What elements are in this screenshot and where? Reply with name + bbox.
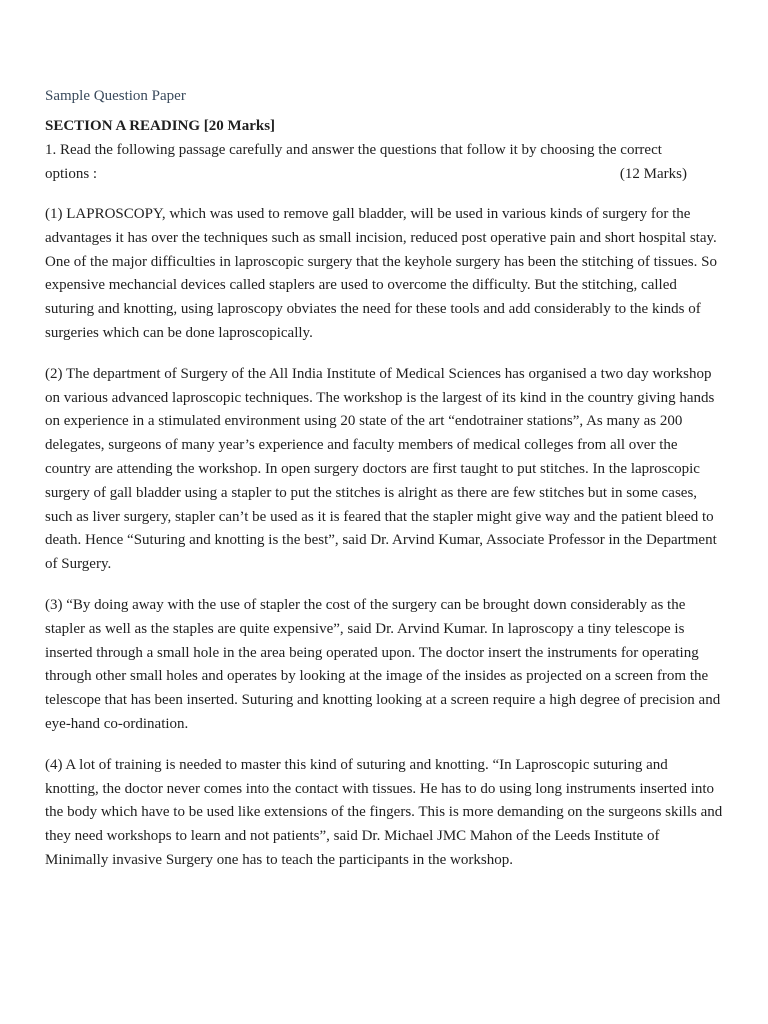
passage-paragraph-3: (3) “By doing away with the use of stapler the cost of the surgery can be brought down considerably as the stapler as well as the staples are quite expensive”, said Dr. Arvind Kumar. In laproscopy a tiny telescope is inserted through a small hole in the area being operated upon. The doctor insert the instruments for operating through other small holes and operates by looking at the image of the insides as projected on a screen from the telescope that has been inserted. Suturing and knotting looking at a screen require a high degree of precision and eye-hand co-ordination. xyxy=(45,596,721,732)
question-instruction: 1. Read the following passage carefully and answer the questions that follow it by choosing the correct xyxy=(45,142,662,158)
passage-paragraph-2: (2) The department of Surgery of the All India Institute of Medical Sciences has organised a two day workshop on various advanced laproscopic techniques. The workshop is the largest of its kind in the country giving hands on experience in a stimulated environment using 20 state of the art “endotrainer stations”, As many as 200 delegates, surgeons of many year’s experience and faculty members of medical colleges from all over the country are attending the workshop. In open surgery doctors are first taught to put stitches. In the laproscopic surgery of gall bladder using a stapler to put the stitches is alright as there are few stitches but in some cases, such as liver surgery, stapler can’t be used as it is feared that the stapler might give way and the patient bleed to death. Hence “Suturing and knotting is the best”, said Dr. Arvind Kumar, Associate Professor in the Department of Surgery. xyxy=(45,365,717,573)
section-heading: SECTION A READING [20 Marks] xyxy=(45,118,276,134)
options-line xyxy=(45,162,687,186)
passage-paragraph-1: (1) LAPROSCOPY, which was used to remove gall bladder, will be used in various kinds of surgery for the advantages it has over the techniques such as small incision, reduced post operative pain and short hospital stay. One of the major difficulties in laproscopic surgery that the keyhole surgery has been the stitching of tissues. So expensive mechancial devices called staplers are used to overcome the difficulty. But the stitching, called suturing and knotting, using laproscopy obviates the need for these tools and add considerably to the kinds of surgeries which can be done laproscopically. xyxy=(45,206,717,341)
options-label: options : xyxy=(45,166,98,182)
marks-label: (12 Marks) xyxy=(619,166,687,182)
page-title: Sample Question Paper xyxy=(45,88,186,104)
passage-paragraph-4: (4) A lot of training is needed to master this kind of suturing and knotting. “In Laproscopic suturing and knotting, the doctor never comes into the contact with tissues. He has to do using long instruments inserted into the body which have to be used like extensions of the fingers. This is more demanding on the surgeons skills and they need workshops to learn and not patients”, said Dr. Michael JMC Mahon of the Leeds Institute of Minimally invasive Surgery one has to teach the participants in the workshop. xyxy=(45,756,723,868)
